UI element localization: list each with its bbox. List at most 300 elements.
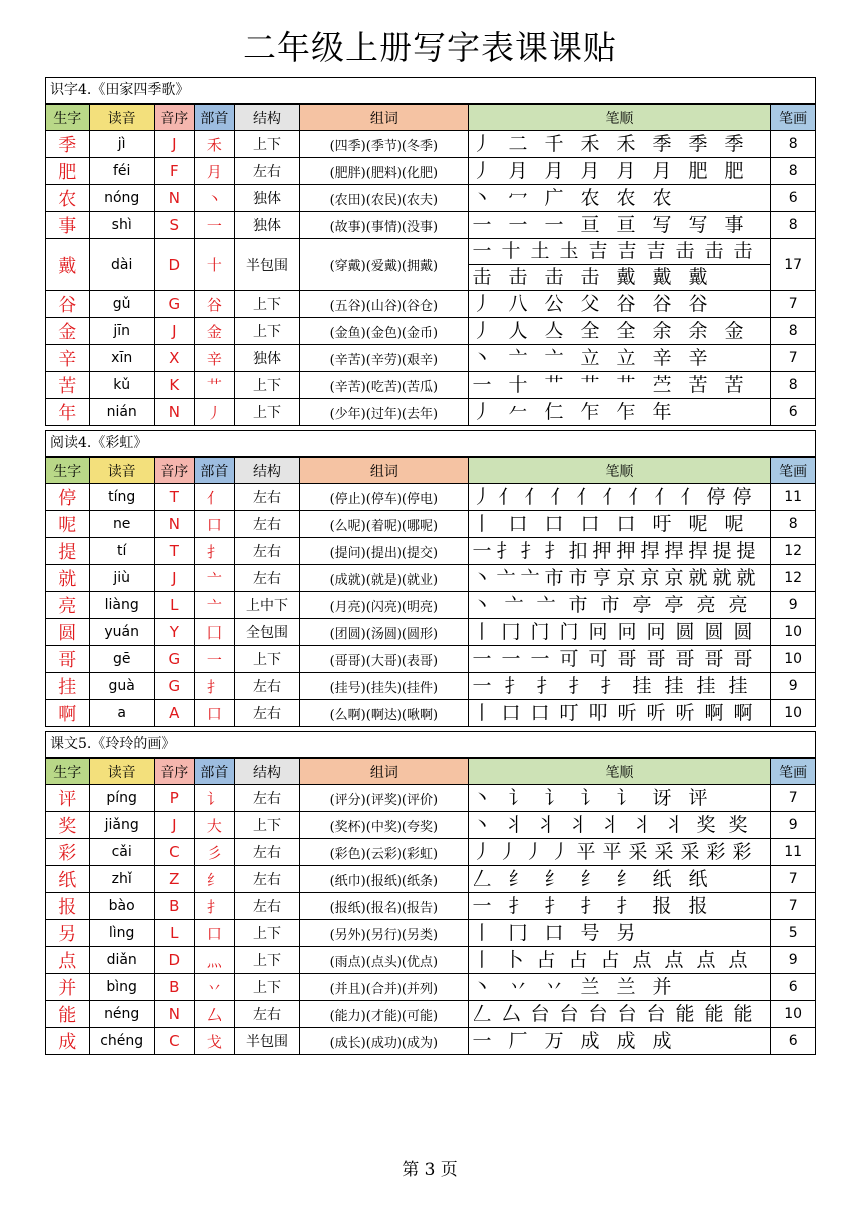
- stroke-step: 就: [712, 566, 732, 589]
- stroke-step: 口: [544, 921, 564, 944]
- stroke-step: 父: [580, 292, 600, 315]
- stroke-step: 丨: [472, 620, 492, 643]
- cell-pinyin: gǔ: [89, 291, 154, 318]
- stroke-step: 广: [544, 186, 564, 209]
- stroke-step: 戴: [688, 266, 708, 288]
- cell-structure: 上下: [234, 291, 299, 318]
- cell-char: 谷: [46, 291, 89, 318]
- cell-stroke-count: 7: [771, 893, 815, 920]
- cell-structure: 上下: [234, 920, 299, 947]
- cell-order: N: [154, 1001, 194, 1028]
- stroke-step: 扌: [568, 674, 588, 697]
- table-row: [46, 484, 815, 511]
- stroke-step: 立: [616, 346, 636, 369]
- stroke-step: 彩: [732, 840, 752, 863]
- stroke-step: 扌: [600, 674, 620, 697]
- cell-words: (并且)(合并)(并列): [300, 974, 468, 1001]
- cell-stroke-order: [468, 974, 771, 1001]
- stroke-step: 吁: [652, 512, 672, 535]
- cell-stroke-count: 10: [771, 646, 815, 673]
- cell-char: 评: [46, 785, 89, 812]
- stroke-step: 丬: [600, 813, 620, 836]
- header-structure: 结构: [234, 759, 299, 785]
- stroke-step: 扌: [536, 674, 556, 697]
- cell-char: 事: [46, 212, 89, 239]
- stroke-step: 乍: [616, 400, 636, 423]
- cell-words: (停止)(停车)(停电): [300, 484, 468, 511]
- stroke-step: 并: [652, 975, 672, 998]
- cell-char: 金: [46, 318, 89, 345]
- stroke-step: 亻: [576, 485, 596, 508]
- cell-order: A: [154, 700, 194, 727]
- cell-radical: 纟: [194, 866, 234, 893]
- stroke-step: 丬: [664, 813, 684, 836]
- cell-stroke-count: 8: [771, 131, 815, 158]
- table-row: [46, 974, 815, 1001]
- header-structure: 结构: [234, 105, 299, 131]
- cell-structure: 半包围: [234, 239, 299, 291]
- table-row: [46, 920, 815, 947]
- stroke-step: 成: [580, 1029, 600, 1052]
- stroke-step: 哥: [704, 647, 724, 670]
- stroke-step: 一: [472, 213, 492, 236]
- stroke-step: 丿: [472, 319, 492, 342]
- stroke-step: 亠: [496, 566, 516, 589]
- stroke-step: 余: [688, 319, 708, 342]
- stroke-step: 占: [600, 948, 620, 971]
- cell-pinyin: chéng: [89, 1028, 154, 1055]
- stroke-step: 京: [616, 566, 636, 589]
- cell-stroke-count: 6: [771, 974, 815, 1001]
- stroke-step: 一: [472, 539, 492, 562]
- character-table: [46, 758, 815, 1054]
- cell-stroke-count: 8: [771, 511, 815, 538]
- stroke-step: 听: [646, 701, 666, 724]
- cell-structure: 左右: [234, 158, 299, 185]
- stroke-step: 听: [617, 701, 637, 724]
- stroke-step: 厶: [501, 1002, 521, 1025]
- stroke-step: 肥: [688, 159, 708, 182]
- stroke-step: 圡: [559, 240, 579, 262]
- cell-words: (肥胖)(肥料)(化肥): [300, 158, 468, 185]
- stroke-step: 一: [530, 647, 550, 670]
- cell-words: (穿戴)(爱戴)(拥戴): [300, 239, 468, 291]
- stroke-step: 扣: [568, 539, 588, 562]
- cell-char: 报: [46, 893, 89, 920]
- stroke-step: 亻: [680, 485, 700, 508]
- stroke-step: 十: [508, 373, 528, 396]
- stroke-step: 月: [652, 159, 672, 182]
- cell-order: G: [154, 673, 194, 700]
- stroke-step: 扌: [544, 894, 564, 917]
- cell-radical: 禾: [194, 131, 234, 158]
- cell-structure: 上下: [234, 812, 299, 839]
- cell-order: S: [154, 212, 194, 239]
- stroke-step: 丿: [498, 840, 518, 863]
- stroke-step: 兰: [616, 975, 636, 998]
- cell-order: T: [154, 484, 194, 511]
- cell-radical: 口: [194, 511, 234, 538]
- cell-char: 肥: [46, 158, 89, 185]
- cell-radical: 讠: [194, 785, 234, 812]
- cell-order: K: [154, 372, 194, 399]
- cell-char: 季: [46, 131, 89, 158]
- table-row: [46, 372, 815, 399]
- cell-stroke-count: 6: [771, 399, 815, 426]
- cell-radical: 丿: [194, 399, 234, 426]
- stroke-step: 余: [652, 319, 672, 342]
- cell-stroke-count: 12: [771, 565, 815, 592]
- stroke-step: 兰: [580, 975, 600, 998]
- stroke-step: 击: [675, 240, 695, 262]
- stroke-step: 亻: [498, 485, 518, 508]
- stroke-step: 市: [568, 566, 588, 589]
- stroke-step: 台: [530, 1002, 550, 1025]
- cell-stroke-order: [468, 318, 771, 345]
- table-row: [46, 646, 815, 673]
- stroke-step: 一: [544, 213, 564, 236]
- cell-order: G: [154, 646, 194, 673]
- stroke-step: 另: [616, 921, 636, 944]
- cell-structure: 左右: [234, 785, 299, 812]
- page-title: 二年级上册写字表课课贴: [243, 28, 617, 67]
- stroke-step: 农: [616, 186, 636, 209]
- cell-order: N: [154, 185, 194, 212]
- cell-radical: 扌: [194, 673, 234, 700]
- stroke-step: 捍: [640, 539, 660, 562]
- stroke-step: 台: [646, 1002, 666, 1025]
- stroke-step: 纟: [508, 867, 528, 890]
- cell-order: F: [154, 158, 194, 185]
- cell-char: 戴: [46, 239, 89, 291]
- stroke-step: 禾: [580, 132, 600, 155]
- stroke-step: 艹: [616, 373, 636, 396]
- cell-pinyin: yuán: [89, 619, 154, 646]
- stroke-step: 京: [664, 566, 684, 589]
- cell-char: 并: [46, 974, 89, 1001]
- cell-structure: 上中下: [234, 592, 299, 619]
- cell-stroke-count: 10: [771, 619, 815, 646]
- cell-stroke-count: 7: [771, 345, 815, 372]
- stroke-step: 纸: [652, 867, 672, 890]
- section-title: 识字4.《田家四季歌》: [46, 78, 815, 104]
- stroke-step: 丷: [544, 975, 564, 998]
- stroke-step: 能: [733, 1002, 753, 1025]
- stroke-step: 停: [732, 485, 752, 508]
- stroke-step: 提: [712, 539, 732, 562]
- cell-structure: 左右: [234, 511, 299, 538]
- stroke-step: 金: [724, 319, 744, 342]
- stroke-step: 季: [652, 132, 672, 155]
- stroke-step: 事: [724, 213, 744, 236]
- table-row: [46, 673, 815, 700]
- stroke-step: 谷: [616, 292, 636, 315]
- cell-stroke-count: 10: [771, 1001, 815, 1028]
- cell-radical: 扌: [194, 893, 234, 920]
- stroke-step: 八: [508, 292, 528, 315]
- table-row: [46, 839, 815, 866]
- stroke-step: 点: [728, 948, 748, 971]
- table-row: [46, 511, 815, 538]
- stroke-step: 土: [530, 240, 550, 262]
- cell-stroke-count: 11: [771, 839, 815, 866]
- cell-words: (另外)(另行)(另类): [300, 920, 468, 947]
- cell-pinyin: xīn: [89, 345, 154, 372]
- cell-radical: 艹: [194, 372, 234, 399]
- table-row: [46, 1028, 815, 1055]
- cell-stroke-count: 6: [771, 1028, 815, 1055]
- stroke-step: 捍: [688, 539, 708, 562]
- stroke-step: 口: [501, 701, 521, 724]
- cell-pinyin: guà: [89, 673, 154, 700]
- stroke-step: 丬: [568, 813, 588, 836]
- character-table: [46, 104, 815, 425]
- stroke-step: 丷: [508, 975, 528, 998]
- cell-radical: 口: [194, 700, 234, 727]
- table-row: [46, 866, 815, 893]
- stroke-step: 冋: [617, 620, 637, 643]
- stroke-step: 一: [472, 240, 492, 262]
- table-row: [46, 399, 815, 426]
- cell-stroke-order: [468, 212, 771, 239]
- stroke-step: 扌: [504, 674, 524, 697]
- stroke-step: 扌: [580, 894, 600, 917]
- stroke-step: 万: [544, 1029, 564, 1052]
- stroke-step: 冖: [508, 186, 528, 209]
- stroke-step: 农: [580, 186, 600, 209]
- cell-words: (哥哥)(大哥)(表哥): [300, 646, 468, 673]
- header-words: 组词: [300, 759, 468, 785]
- header-structure: 结构: [234, 458, 299, 484]
- stroke-step: 哥: [733, 647, 753, 670]
- stroke-step: 丶: [472, 186, 492, 209]
- cell-radical: 囗: [194, 619, 234, 646]
- cell-structure: 左右: [234, 700, 299, 727]
- table-row: [46, 212, 815, 239]
- stroke-step: 立: [580, 346, 600, 369]
- cell-order: G: [154, 291, 194, 318]
- cell-words: (少年)(过年)(去年): [300, 399, 468, 426]
- stroke-step: 占: [568, 948, 588, 971]
- cell-stroke-order: [468, 158, 771, 185]
- cell-stroke-order: [468, 511, 771, 538]
- table-row: [46, 1001, 815, 1028]
- header-strokes: 笔顺: [468, 759, 771, 785]
- cell-pinyin: jīn: [89, 318, 154, 345]
- cell-pinyin: kǔ: [89, 372, 154, 399]
- stroke-step: 吉: [617, 240, 637, 262]
- stroke-step: 丬: [536, 813, 556, 836]
- cell-stroke-order: [468, 619, 771, 646]
- cell-pinyin: liàng: [89, 592, 154, 619]
- cell-words: (彩色)(云彩)(彩虹): [300, 839, 468, 866]
- cell-char: 年: [46, 399, 89, 426]
- cell-structure: 半包围: [234, 1028, 299, 1055]
- header-char: 生字: [46, 105, 89, 131]
- cell-words: (纸巾)(报纸)(纸条): [300, 866, 468, 893]
- stroke-step: 人: [508, 319, 528, 342]
- table-row: [46, 318, 815, 345]
- cell-structure: 上下: [234, 974, 299, 1001]
- cell-pinyin: nián: [89, 399, 154, 426]
- stroke-step: 口: [508, 512, 528, 535]
- cell-pinyin: nóng: [89, 185, 154, 212]
- stroke-step: 二: [508, 132, 528, 155]
- stroke-step: 扌: [544, 539, 564, 562]
- header-strokes: 笔顺: [468, 458, 771, 484]
- cell-radical: 厶: [194, 1001, 234, 1028]
- stroke-step: 就: [736, 566, 756, 589]
- stroke-step: 一: [472, 647, 492, 670]
- stroke-step: 亨: [592, 566, 612, 589]
- cell-structure: 左右: [234, 1001, 299, 1028]
- cell-order: N: [154, 399, 194, 426]
- stroke-step: 𠃋: [472, 1002, 492, 1025]
- stroke-step: 可: [559, 647, 579, 670]
- cell-pinyin: cǎi: [89, 839, 154, 866]
- stroke-step: 扌: [520, 539, 540, 562]
- cell-words: (辛苦)(辛劳)(艰辛): [300, 345, 468, 372]
- cell-stroke-order: [468, 947, 771, 974]
- table-row: [46, 700, 815, 727]
- cell-pinyin: a: [89, 700, 154, 727]
- cell-stroke-count: 6: [771, 185, 815, 212]
- cell-char: 停: [46, 484, 89, 511]
- cell-structure: 左右: [234, 484, 299, 511]
- cell-char: 农: [46, 185, 89, 212]
- cell-stroke-order: [468, 673, 771, 700]
- stroke-step: 苦: [688, 373, 708, 396]
- cell-structure: 全包围: [234, 619, 299, 646]
- stroke-step: 丿: [550, 840, 570, 863]
- stroke-step: 采: [628, 840, 648, 863]
- cell-radical: 亠: [194, 592, 234, 619]
- cell-stroke-count: 8: [771, 372, 815, 399]
- stroke-step: 啊: [704, 701, 724, 724]
- cell-stroke-count: 8: [771, 318, 815, 345]
- stroke-step: 啊: [733, 701, 753, 724]
- cell-order: J: [154, 131, 194, 158]
- stroke-step: 吉: [646, 240, 666, 262]
- cell-char: 挂: [46, 673, 89, 700]
- stroke-step: 挂: [664, 674, 684, 697]
- cell-order: N: [154, 511, 194, 538]
- table-row: [46, 947, 815, 974]
- cell-structure: 左右: [234, 839, 299, 866]
- cell-char: 亮: [46, 592, 89, 619]
- section-1: [45, 77, 816, 426]
- stroke-step: 击: [508, 266, 528, 288]
- stroke-step: 击: [544, 266, 564, 288]
- cell-stroke-count: 7: [771, 785, 815, 812]
- table-row: [46, 185, 815, 212]
- stroke-step: 京: [640, 566, 660, 589]
- header-count: 笔画: [771, 458, 815, 484]
- stroke-step: 奖: [728, 813, 748, 836]
- page-footer: 第 3 页: [402, 1160, 458, 1180]
- stroke-step: 辛: [652, 346, 672, 369]
- stroke-step: 纸: [688, 867, 708, 890]
- stroke-step: 成: [616, 1029, 636, 1052]
- cell-stroke-order: [468, 1028, 771, 1055]
- cell-char: 能: [46, 1001, 89, 1028]
- stroke-step: 哥: [675, 647, 695, 670]
- stroke-step: 挂: [632, 674, 652, 697]
- cell-words: (么啊)(啊达)(啾啊): [300, 700, 468, 727]
- cell-stroke-count: 10: [771, 700, 815, 727]
- section-title: 课文5.《玲玲的画》: [46, 732, 815, 758]
- cell-radical: 亻: [194, 484, 234, 511]
- stroke-step: 戴: [652, 266, 672, 288]
- header-count: 笔画: [771, 105, 815, 131]
- stroke-step: 亻: [628, 485, 648, 508]
- stroke-step: 丶: [472, 813, 492, 836]
- stroke-step: 艹: [544, 373, 564, 396]
- cell-pinyin: bìng: [89, 974, 154, 1001]
- table-row: [46, 592, 815, 619]
- table-row: [46, 812, 815, 839]
- stroke-step: 苦: [724, 373, 744, 396]
- stroke-step: 亻: [550, 485, 570, 508]
- cell-radical: 一: [194, 212, 234, 239]
- cell-radical: 一: [194, 646, 234, 673]
- stroke-step: 丨: [472, 512, 492, 535]
- stroke-step: 谷: [688, 292, 708, 315]
- header-order: 音序: [154, 458, 194, 484]
- cell-stroke-count: 11: [771, 484, 815, 511]
- cell-pinyin: jiǎng: [89, 812, 154, 839]
- cell-words: (雨点)(点头)(优点): [300, 947, 468, 974]
- header-char: 生字: [46, 458, 89, 484]
- cell-stroke-order: [468, 291, 771, 318]
- cell-char: 呢: [46, 511, 89, 538]
- stroke-step: 门: [530, 620, 550, 643]
- stroke-step: 厂: [508, 1029, 528, 1052]
- cell-order: D: [154, 947, 194, 974]
- stroke-step: 亻: [524, 485, 544, 508]
- stroke-step: 亻: [654, 485, 674, 508]
- cell-pinyin: diǎn: [89, 947, 154, 974]
- cell-words: (挂号)(挂失)(挂件): [300, 673, 468, 700]
- stroke-step: 平: [576, 840, 596, 863]
- cell-radical: 谷: [194, 291, 234, 318]
- cell-stroke-count: 17: [771, 239, 815, 291]
- cell-words: (农田)(农民)(农夫): [300, 185, 468, 212]
- cell-stroke-count: 7: [771, 291, 815, 318]
- stroke-step: 讶: [652, 786, 672, 809]
- cell-words: (报纸)(报名)(报告): [300, 893, 468, 920]
- stroke-step: 一: [508, 213, 528, 236]
- cell-radical: 月: [194, 158, 234, 185]
- cell-radical: 丶: [194, 185, 234, 212]
- table-row: [46, 158, 815, 185]
- stroke-step: 捍: [664, 539, 684, 562]
- stroke-step: 丬: [632, 813, 652, 836]
- stroke-step: 亘: [580, 213, 600, 236]
- stroke-step: 可: [588, 647, 608, 670]
- stroke-step: 亮: [728, 593, 748, 616]
- cell-stroke-count: 9: [771, 947, 815, 974]
- stroke-step: 季: [724, 132, 744, 155]
- stroke-step: 叮: [559, 701, 579, 724]
- stroke-step: 亭: [632, 593, 652, 616]
- stroke-step: 采: [680, 840, 700, 863]
- cell-order: B: [154, 974, 194, 1001]
- stroke-step: 哥: [646, 647, 666, 670]
- stroke-step: 扌: [508, 894, 528, 917]
- stroke-step: 市: [600, 593, 620, 616]
- cell-stroke-order: [468, 700, 771, 727]
